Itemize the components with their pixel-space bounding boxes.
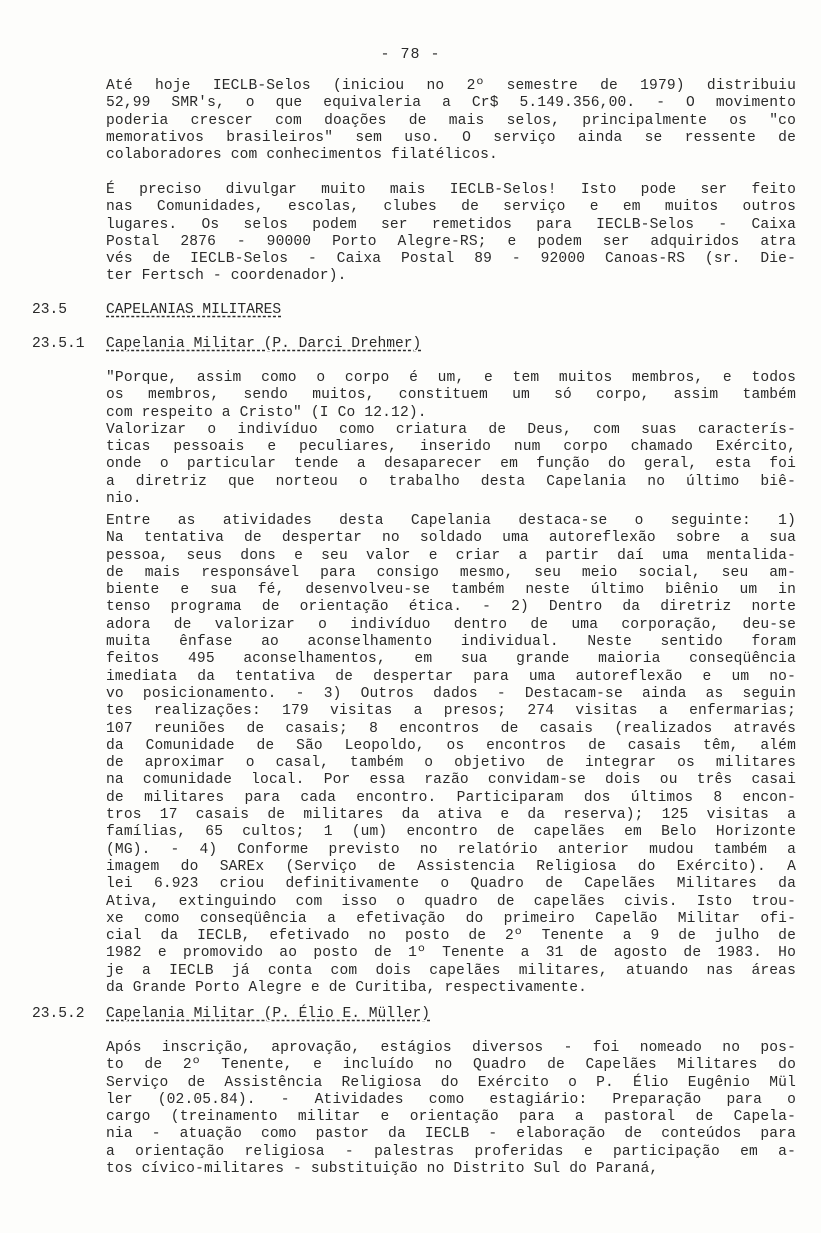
text-line: da Comunidade de São Leopoldo, os encontros de casais têm, além <box>106 737 796 754</box>
text-line: tos cívico-militares - substituição no Distrito Sul do Paraná, <box>106 1161 659 1178</box>
text-line: 107 reuniões de casais; 8 encontros de casais (realizados através <box>106 720 796 737</box>
text-line: da Grande Porto Alegre e de Curitiba, respectivamente. <box>106 980 588 997</box>
text-line: Ativa, extinguindo com isso o quadro de capelães civis. Isto trou- <box>106 893 796 910</box>
paragraph-selos-distribution <box>106 78 796 164</box>
subsection-number: 23.5.2 <box>32 1006 85 1022</box>
section-number: 23.5 <box>32 302 68 318</box>
paragraph-selos-promotion <box>106 182 796 286</box>
text-line: os membros, sendo muitos, constituem um só corpo, assim também <box>106 387 796 404</box>
text-line: Serviço de Assistência Religiosa do Exército o P. Élio Eugênio Mül <box>106 1074 796 1091</box>
text-line: com respeito a Cristo" (I Co 12.12). <box>106 404 427 421</box>
text-line: colaboradores com conhecimentos filatélicos. <box>106 147 498 164</box>
text-line: xe como conseqüência a efetivação do primeiro Capelão Militar ofi- <box>106 910 796 927</box>
paragraph-capelania-muller <box>106 1040 796 1178</box>
text-line: to de 2º Tenente, e incluído no Quadro de Capelães Militares do <box>106 1057 796 1074</box>
text-line: lugares. Os selos podem ser remetidos para IECLB-Selos - Caixa <box>106 216 796 233</box>
paragraph-capelania-intro <box>106 370 796 508</box>
page-number: - 78 - <box>380 46 441 63</box>
text-line: Após inscrição, aprovação, estágios diversos - foi nomeado no pos- <box>106 1040 796 1056</box>
text-line: muita ênfase ao aconselhamento individual. Neste sentido foram <box>106 634 796 651</box>
text-line: imediata da tentativa de despertar para uma autoreflexão e um no- <box>106 668 796 685</box>
text-line: cargo (treinamento militar e orientação para a pastoral de Capela- <box>106 1109 796 1126</box>
text-line: Na tentativa de despertar no soldado uma autoreflexão sobre a sua <box>106 530 796 547</box>
text-line: "Porque, assim como o corpo é um, e tem muitos membros, e todos <box>106 370 796 386</box>
text-line: adora de valorizar o indivíduo dentro de uma corporação, deu-se <box>106 616 796 633</box>
text-line: de aproximar o casal, também o objetivo de integrar os militares <box>106 755 796 772</box>
text-line: ter Fertsch - coordenador). <box>106 268 347 285</box>
text-line: famílias, 65 cultos; 1 (um) encontro de capelães em Belo Horizonte <box>106 824 796 841</box>
text-line: memorativos brasileiros" sem uso. O serviço ainda se ressente de <box>106 129 796 146</box>
section-heading: CAPELANIAS MILITARES <box>106 302 282 318</box>
text-line: Postal 2876 - 90000 Porto Alegre-RS; e podem ser adquiridos atra <box>106 233 796 250</box>
text-line: tenso programa de orientação ética. - 2) Dentro da diretriz norte <box>106 599 796 616</box>
text-line: Valorizar o indivíduo como criatura de Deus, com suas caracterís- <box>106 421 796 438</box>
text-line: 1982 e promovido ao posto de 1º Tenente a 31 de agosto de 1983. Ho <box>106 945 796 962</box>
subsection-number: 23.5.1 <box>32 336 85 352</box>
text-line: poderia crescer com doações de mais selos, principalmente os "co <box>106 112 796 129</box>
text-line: imagem do SAREx (Serviço de Assistencia Religiosa do Exército). A <box>106 858 796 875</box>
text-line: lei 6.923 criou definitivamente o Quadro de Capelães Militares da <box>106 876 796 893</box>
text-line: ticas pessoais e peculiares, inserido num corpo chamado Exército, <box>106 439 796 456</box>
text-line: Entre as atividades desta Capelania destaca-se o seguinte: 1) <box>106 513 796 529</box>
text-line: tros 17 casais de militares da ativa e da reserva); 125 visitas a <box>106 807 796 824</box>
text-line: (MG). - 4) Conforme previsto no relatório anterior mudou também a <box>106 841 796 858</box>
text-line: nas Comunidades, escolas, clubes de serviço e em muitos outros <box>106 199 796 216</box>
text-line: ler (02.05.84). - Atividades como estagiário: Preparação para o <box>106 1091 796 1108</box>
text-line: biente e sua fé, desenvolveu-se também neste último biênio um in <box>106 582 796 599</box>
text-line: na comunidade local. Por essa razão convidam-se dois ou três casai <box>106 772 796 789</box>
text-line: a diretriz que norteou o trabalho desta Capelania no último biê- <box>106 473 796 490</box>
text-line: tes realizações: 179 visitas a presos; 274 visitas a enfermarias; <box>106 703 796 720</box>
text-line: cial da IECLB, efetivado no posto de 2º Tenente a 9 de julho de <box>106 928 796 945</box>
text-line: Até hoje IECLB-Selos (iniciou no 2º semestre de 1979) distribuiu <box>106 78 796 94</box>
text-line: pessoa, seus dons e seu valor e criar a partir daí uma mentalida- <box>106 547 796 564</box>
paragraph-capelania-activities <box>106 513 796 997</box>
text-line: É preciso divulgar muito mais IECLB-Selos! Isto pode ser feito <box>106 182 796 198</box>
subsection-heading: Capelania Militar (P. Élio E. Müller) <box>106 1006 431 1022</box>
text-line: nia - atuação como pastor da IECLB - elaboração de conteúdos para <box>106 1126 796 1143</box>
text-line: de militares para cada encontro. Participaram dos últimos 8 encon- <box>106 789 796 806</box>
subsection-heading: Capelania Militar (P. Darci Drehmer) <box>106 336 422 352</box>
text-line: je a IECLB já conta com dois capelães militares, atuando nas áreas <box>106 962 796 979</box>
text-line: vo posicionamento. - 3) Outros dados - Destacam-se ainda as seguin <box>106 685 796 702</box>
text-line: feitos 495 aconselhamentos, em sua grande maioria conseqüência <box>106 651 796 668</box>
text-line: 52,99 SMR's, o que equivaleria a Cr$ 5.149.356,00. - O movimento <box>106 95 796 112</box>
text-line: de mais responsável para consigo mesmo, seu meio social, seu am- <box>106 564 796 581</box>
text-line: vés de IECLB-Selos - Caixa Postal 89 - 92000 Canoas-RS (sr. Die- <box>106 251 796 268</box>
text-line: a orientação religiosa - palestras proferidas e participação em a- <box>106 1143 796 1160</box>
text-line: nio. <box>106 491 142 508</box>
text-line: onde o particular tende a desaparecer em função do geral, esta foi <box>106 456 796 473</box>
